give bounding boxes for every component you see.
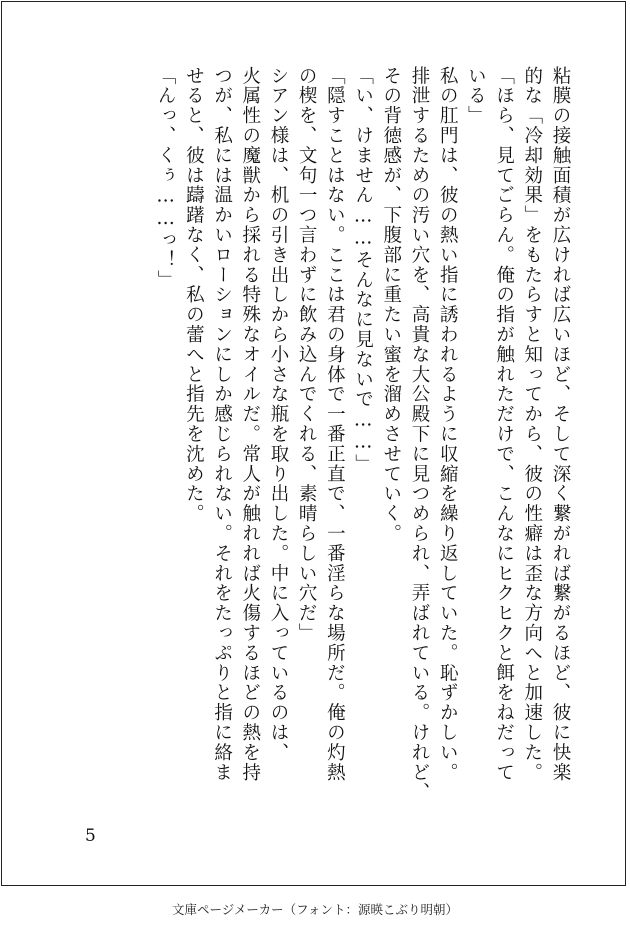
text-line: せると、彼は躊躇なく、私の蕾へと指先を沈めた。 — [183, 66, 205, 524]
text-line: その背徳感が、下腹部に重たい蜜を溜めさせていく。 — [380, 66, 402, 544]
footer-credit: 文庫ページメーカー（フォント：源暎こぶり明朝） — [171, 902, 458, 917]
text-line: 「ほら、見てごらん。俺の指が触れただけで、こんなにヒクヒクと餌をねだって — [493, 66, 515, 783]
text-line: の楔を、文句一つ言わずに飲み込んでくれる、素晴らしい穴だ」 — [296, 66, 318, 644]
text-line: 的な「冷却効果」をもたらすと知ってから、彼の性癖は歪な方向へと加速した。 — [521, 66, 543, 783]
text-line: 私の肛門は、彼の熱い指に誘われるように収縮を繰り返していた。恥ずかしい。 — [437, 66, 459, 783]
text-line: 火属性の魔獣から採れる特殊なオイルだ。常人が触れれば火傷するほどの熱を持 — [239, 66, 261, 783]
text-line: 排泄するための汚い穴を、高貴な大公殿下に見つめられ、弄ばれている。けれど、 — [408, 66, 430, 803]
text-line: つが、私には温かいローションにしか感じられない。それをたっぷりと指に絡ま — [211, 66, 233, 783]
text-line: 粘膜の接触面積が広ければ広いほど、そして深く繋がれば繋がるほど、彼に快楽 — [550, 66, 571, 783]
text-line: シアン様は、机の引き出しから小さな瓶を取り出した。中に入っているのは、 — [267, 66, 289, 763]
text-line: 「んっ、くぅ……っ！」 — [155, 66, 177, 290]
page-number: 5 — [85, 826, 96, 846]
text-line: 「い、けません……そんなに見ないで……」 — [352, 66, 374, 474]
text-line: 「隠すことはない。ここは君の身体で一番正直で、一番淫らな場所だ。俺の灼熱 — [324, 66, 346, 783]
text-line: いる」 — [465, 66, 487, 126]
vertical-text-block — [74, 66, 574, 802]
book-page — [1, 1, 626, 886]
